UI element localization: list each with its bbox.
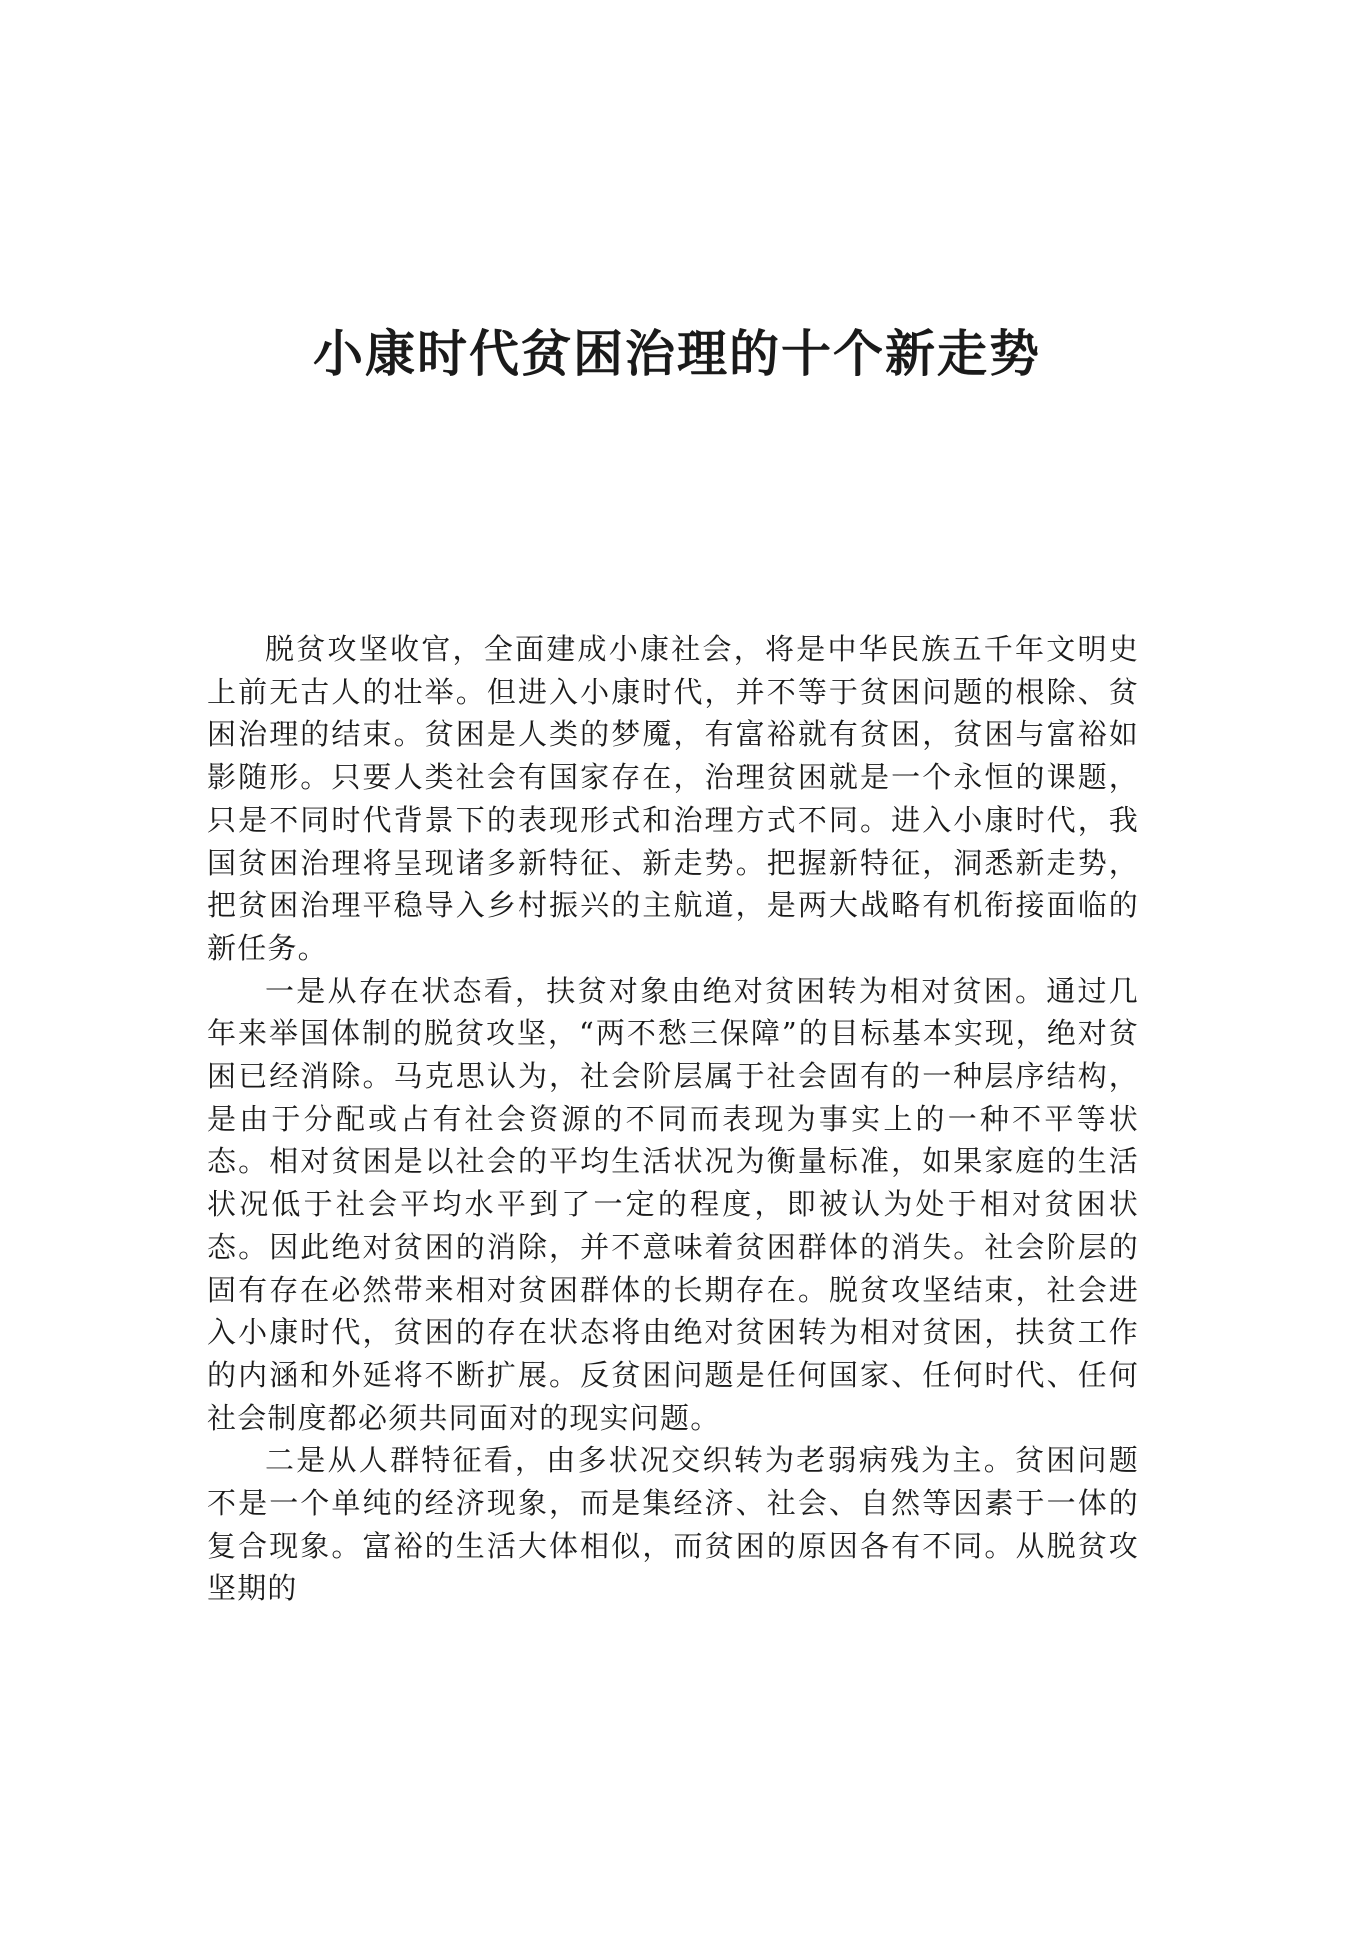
article-title: 小康时代贫困治理的十个新走势	[313, 324, 1041, 383]
paragraph-intro: 脱贫攻坚收官，全面建成小康社会，将是中华民族五千年文明史上前无古人的壮举。但进入小康时代，并不等于贫困问题的根除、贫困治理的结束。贫困是人类的梦魇，有富裕就有贫困，贫困与富裕如影随形。只要人类社会有国家存在，治理贫困就是一个永恒的课题，只是不同时代背景下的表现形式和治理方式不同。进入小康时代，我国贫困治理将呈现诸多新特征、新走势。把握新特征，洞悉新走势，把贫困治理平稳导入乡村振兴的主航道，是两大战略有机衔接面临的新任务。	[207, 632, 1139, 965]
paragraph-trend-two: 二是从人群特征看，由多状况交织转为老弱病残为主。贫困问题不是一个单纯的经济现象，而是集经济、社会、自然等因素于一体的复合现象。富裕的生活大体相似，而贫困的原因各有不同。从脱贫攻坚期的	[207, 1443, 1139, 1606]
article-body	[207, 628, 1139, 1610]
paragraph-trend-one: 一是从存在状态看，扶贫对象由绝对贫困转为相对贫困。通过几年来举国体制的脱贫攻坚，“两不愁三保障”的目标基本实现，绝对贫困已经消除。马克思认为，社会阶层属于社会固有的一种层序结构，是由于分配或占有社会资源的不同而表现为事实上的一种不平等状态。相对贫困是以社会的平均生活状况为衡量标准，如果家庭的生活状况低于社会平均水平到了一定的程度，即被认为处于相对贫困状态。因此绝对贫困的消除，并不意味着贫困群体的消失。社会阶层的固有存在必然带来相对贫困群体的长期存在。脱贫攻坚结束，社会进入小康时代，贫困的存在状态将由绝对贫困转为相对贫困，扶贫工作的内涵和外延将不断扩展。反贫困问题是任何国家、任何时代、任何社会制度都必须共同面对的现实问题。	[207, 973, 1139, 1435]
